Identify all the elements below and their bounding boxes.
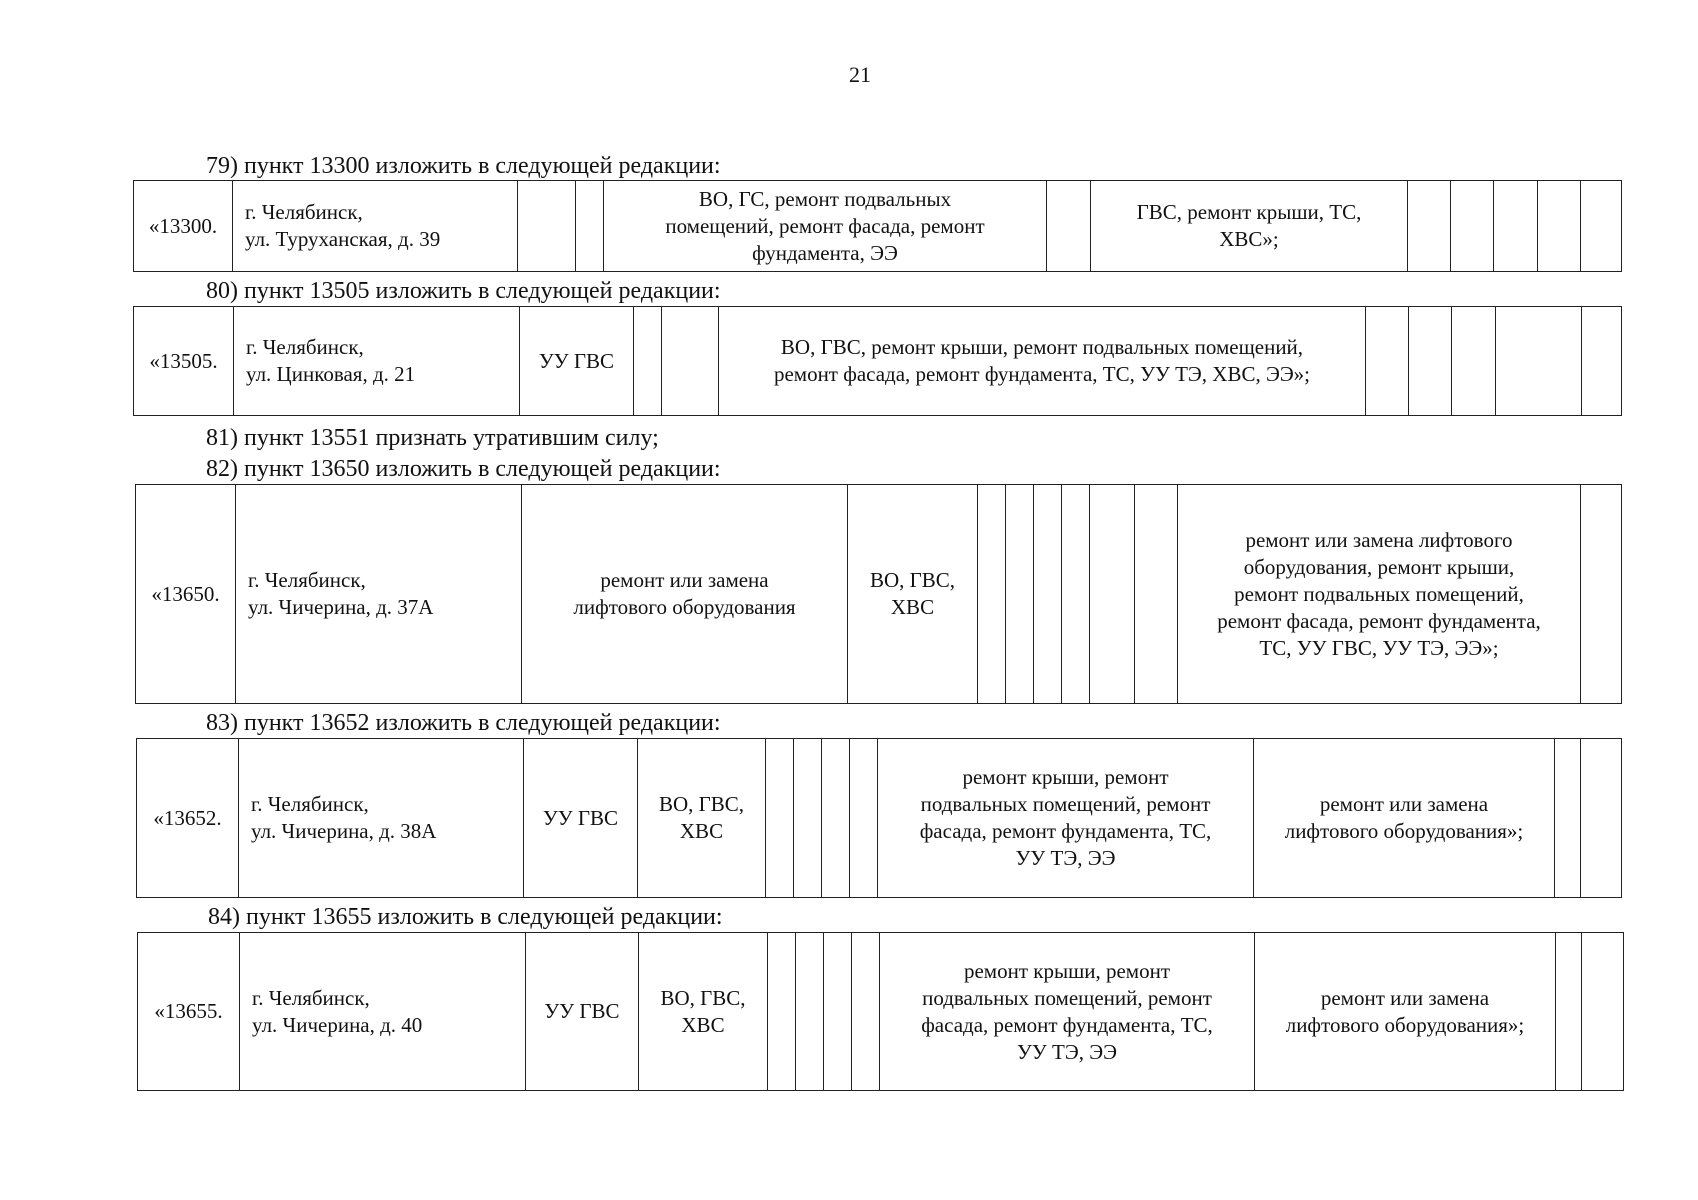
instruction-text: 81) пункт 13551 признать утратившим силу; (206, 425, 659, 451)
table-cell (793, 739, 821, 897)
table-cell: ремонт крыши, ремонт подвальных помещений, ремонт фасада, ремонт фундамента, ТС, УУ ТЭ, ЭЭ (879, 933, 1254, 1090)
table-cell (765, 739, 793, 897)
table-row (136, 738, 1622, 898)
table-cell (1580, 485, 1623, 703)
instruction-text: 82) пункт 13650 изложить в следующей редакции: (206, 456, 721, 482)
table-cell (1580, 739, 1623, 897)
table-cell (661, 307, 718, 415)
table-cell (1554, 739, 1580, 897)
instruction-text: 83) пункт 13652 изложить в следующей редакции: (206, 710, 721, 736)
table-cell: УУ ГВС (525, 933, 638, 1090)
table-cell (851, 933, 879, 1090)
table-cell (795, 933, 823, 1090)
item-number-cell: «13650. (151, 581, 220, 606)
item-number-cell: «13505. (149, 348, 218, 373)
table-cell: ремонт или замена лифтового оборудования»; (1253, 739, 1554, 897)
table-cell: ВО, ГВС, ремонт крыши, ремонт подвальных помещений, ремонт фасада, ремонт фундамента, ТС, УУ ТЭ, ХВС, ЭЭ»; (718, 307, 1365, 415)
table-cell (1134, 485, 1177, 703)
table-cell (1408, 307, 1451, 415)
page-number: 21 (849, 62, 871, 87)
address-cell: г. Челябинск, ул. Чичерина, д. 38А (238, 739, 523, 897)
table-cell (517, 181, 575, 271)
table-cell (1450, 181, 1493, 271)
table-row (137, 932, 1624, 1091)
table-cell: ВО, ГС, ремонт подвальных помещений, ремонт фасада, ремонт фундамента, ЭЭ (603, 181, 1046, 271)
table-cell (1537, 181, 1580, 271)
table-cell: ремонт или замена лифтового оборудования (521, 485, 847, 703)
table-cell: ВО, ГВС, ХВС (847, 485, 977, 703)
table-cell: ремонт или замена лифтового оборудования, ремонт крыши, ремонт подвальных помещений, ремонт фасада, ремонт фундамента, ТС, УУ ГВС, УУ ТЭ, ЭЭ»; (1177, 485, 1580, 703)
instruction-text: 84) пункт 13655 изложить в следующей редакции: (208, 904, 723, 930)
table-row (133, 180, 1622, 272)
item-number-cell: «13652. (153, 805, 222, 830)
item-number-cell: «13655. (154, 999, 223, 1023)
table-cell (1555, 933, 1581, 1090)
item-number-cell: «13300. (148, 213, 218, 238)
table-cell (1581, 307, 1623, 415)
address-cell: г. Челябинск, ул. Чичерина, д. 37А (235, 485, 521, 703)
table-cell (1407, 181, 1450, 271)
table-row (133, 306, 1622, 416)
address-cell: г. Челябинск, ул. Туруханская, д. 39 (232, 181, 517, 271)
table-cell (1580, 181, 1623, 271)
table-cell (823, 933, 851, 1090)
table-cell (1495, 307, 1581, 415)
address-cell: г. Челябинск, ул. Цинковая, д. 21 (233, 307, 519, 415)
table-cell (1089, 485, 1134, 703)
table-cell: УУ ГВС (523, 739, 637, 897)
table-cell (633, 307, 661, 415)
table-cell: ремонт крыши, ремонт подвальных помещений, ремонт фасада, ремонт фундамента, ТС, УУ ТЭ, ЭЭ (877, 739, 1253, 897)
table-row (135, 484, 1622, 704)
table-cell (1493, 181, 1537, 271)
table-cell: УУ ГВС (519, 307, 633, 415)
table-cell: ГВС, ремонт крыши, ТС, ХВС»; (1090, 181, 1407, 271)
table-cell (1451, 307, 1495, 415)
table-cell (1061, 485, 1089, 703)
table-cell (767, 933, 795, 1090)
table-cell: ВО, ГВС, ХВС (638, 933, 767, 1090)
table-cell (1033, 485, 1061, 703)
instruction-text: 80) пункт 13505 изложить в следующей редакции: (206, 278, 721, 304)
table-cell (1046, 181, 1090, 271)
table-cell (849, 739, 877, 897)
table-cell (1365, 307, 1408, 415)
table-cell (1005, 485, 1033, 703)
address-cell: г. Челябинск, ул. Чичерина, д. 40 (239, 933, 525, 1090)
instruction-text: 79) пункт 13300 изложить в следующей редакции: (206, 153, 721, 179)
table-cell: ВО, ГВС, ХВС (637, 739, 765, 897)
table-cell: ремонт или замена лифтового оборудования»; (1254, 933, 1555, 1090)
table-cell (821, 739, 849, 897)
table-cell (977, 485, 1005, 703)
table-cell (1581, 933, 1625, 1090)
table-cell (575, 181, 603, 271)
